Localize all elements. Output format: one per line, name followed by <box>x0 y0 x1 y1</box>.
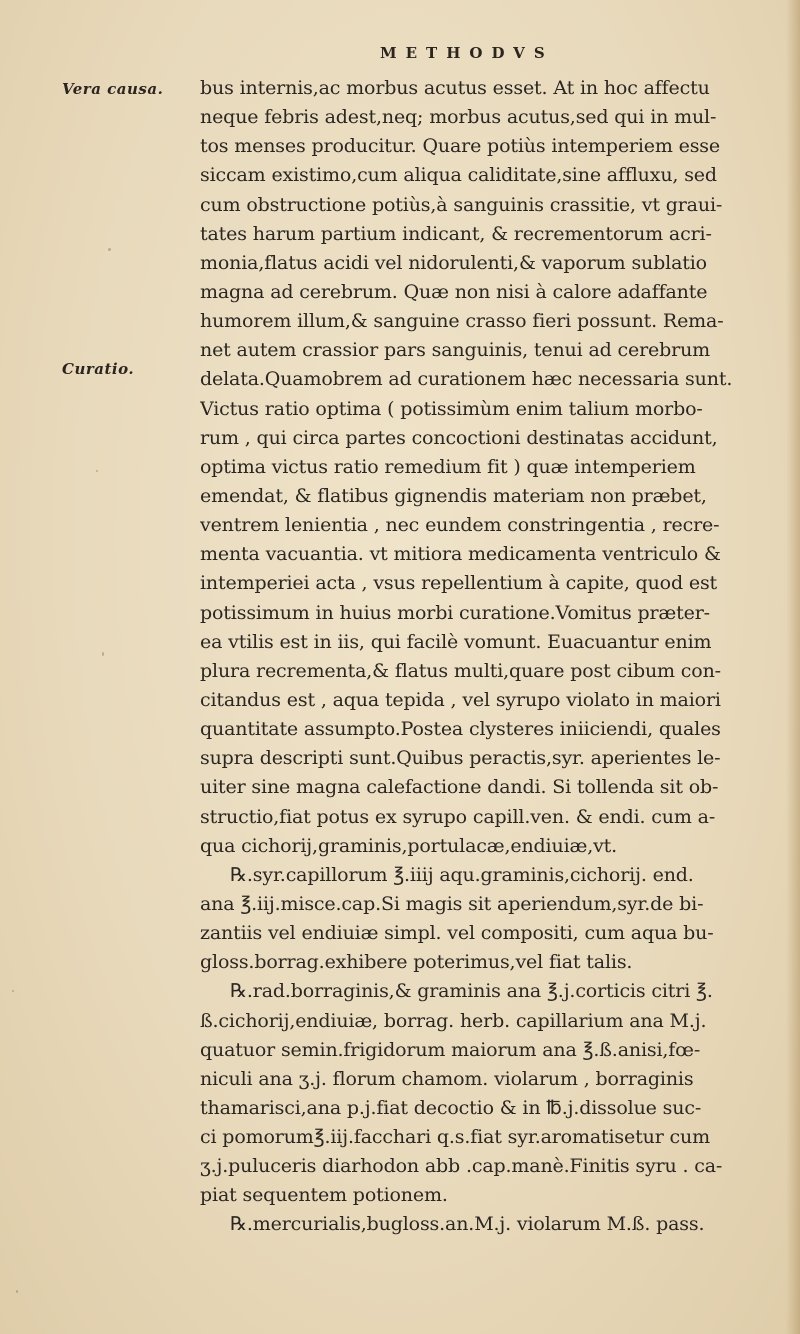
text-line: bus internis,ac morbus acutus esset. At in hoc affectu <box>200 77 710 99</box>
text-line: qua cichorij,graminis,portulacæ,endiuiæ,vt. <box>200 834 618 857</box>
text-line: uiter sine magna calefactione dandi. Si tollenda sit ob- <box>200 776 719 799</box>
paper-speck <box>102 652 104 656</box>
text-line: piat sequentem potionem. <box>200 1184 448 1207</box>
recipe-line: ℞.rad.borraginis,& graminis ana ℥.j.corticis citri ℥. <box>230 980 713 1003</box>
text-line: monia,flatus acidi vel nidorulenti,& vaporum sublatio <box>200 251 707 274</box>
text-line: menta vacuantia. vt mitiora medicamenta ventriculo & <box>200 543 721 566</box>
text-line: neque febris adest,neq; morbus acutus,sed qui in mul- <box>200 106 717 129</box>
text-line: net autem crassior pars sanguinis, tenui ad cerebrum <box>200 339 711 362</box>
margin-note-vera-causa: Vera causa. <box>62 80 164 98</box>
margin-note-curatio: Curatio. <box>62 360 135 378</box>
text-line: tos menses producitur. Quare potiùs intemperiem esse <box>200 135 721 158</box>
text-line: tates harum partium indicant, & recrementorum acri- <box>200 222 712 245</box>
running-head: METHODVS <box>380 44 554 62</box>
text-line: cum obstructione potiùs,à sanguinis crassitie, vt graui- <box>200 193 723 216</box>
text-line: intemperiei acta , vsus repellentium à capite, quod est <box>200 572 718 595</box>
text-line: potissimum in huius morbi curatione.Vomitus præter- <box>200 601 710 624</box>
text-line: optima victus ratio remedium fit ) quæ intemperiem <box>200 455 696 478</box>
text-line: gloss.borrag.exhibere poterimus,vel fiat talis. <box>200 951 633 974</box>
text-line: ventrem lenientia , nec eundem constringentia , recre- <box>200 514 720 537</box>
text-line: humorem illum,& sanguine crasso fieri possunt. Rema- <box>200 310 724 333</box>
text-line: ea vtilis est in iis, qui facilè vomunt. Euacuantur enim <box>200 630 712 653</box>
text-line: niculi ana ʒ.j. florum chamom. violarum , borraginis <box>200 1067 694 1090</box>
text-line: siccam existimo,cum aliqua caliditate,sine affluxu, sed <box>200 164 717 187</box>
text-line: delata.Quamobrem ad curationem hæc necessaria sunt. <box>200 368 733 391</box>
text-line: magna ad cerebrum. Quæ non nisi à calore adaffante <box>200 280 708 303</box>
body-text <box>200 74 778 1240</box>
text-line: structio,fiat potus ex syrupo capill.ven. & endi. cum a- <box>200 805 716 828</box>
paper-speck <box>16 1290 18 1293</box>
text-line: quatuor semin.frigidorum maiorum ana ℥.ß.anisi,fœ- <box>200 1038 701 1061</box>
text-line: supra descripti sunt.Quibus peractis,syr. aperientes le- <box>200 747 721 770</box>
text-line: citandus est , aqua tepida , vel syrupo violato in maiori <box>200 688 721 711</box>
text-line: ʒ.j.puluceris diarhodon abb .cap.manè.Finitis syru . ca- <box>200 1155 723 1178</box>
text-line: ß.cichorij,endiuiæ, borrag. herb. capillarium ana M.j. <box>200 1009 707 1032</box>
text-line: Victus ratio optima ( potissimùm enim talium morbo- <box>200 397 703 420</box>
paper-speck <box>108 248 111 251</box>
recipe-line: ℞.mercurialis,bugloss.an.M.j. violarum M.ß. pass. <box>230 1213 705 1236</box>
text-line: ci pomorum℥.iij.facchari q.s.fiat syr.aromatisetur cum <box>200 1126 710 1149</box>
page-edge-shadow <box>786 0 800 1334</box>
text-line: quantitate assumpto.Postea clysteres iniiciendi, quales <box>200 718 721 741</box>
text-line: ana ℥.iij.misce.cap.Si magis sit aperiendum,syr.de bi- <box>200 892 704 915</box>
text-line: thamarisci,ana p.j.fiat decoctio & in ℔.j.dissolue suc- <box>200 1096 702 1119</box>
text-line: zantiis vel endiuiæ simpl. vel compositi, cum aqua bu- <box>200 922 714 945</box>
paper-speck <box>96 470 98 472</box>
text-line: plura recrementa,& flatus multi,quare post cibum con- <box>200 659 721 682</box>
text-line: rum , qui circa partes concoctioni destinatas accidunt, <box>200 426 718 449</box>
text-line: emendat, & flatibus gignendis materiam non præbet, <box>200 484 707 507</box>
recipe-line: ℞.syr.capillorum ℥.iiij aqu.graminis,cichorij. end. <box>230 863 694 886</box>
paper-speck <box>12 990 14 992</box>
